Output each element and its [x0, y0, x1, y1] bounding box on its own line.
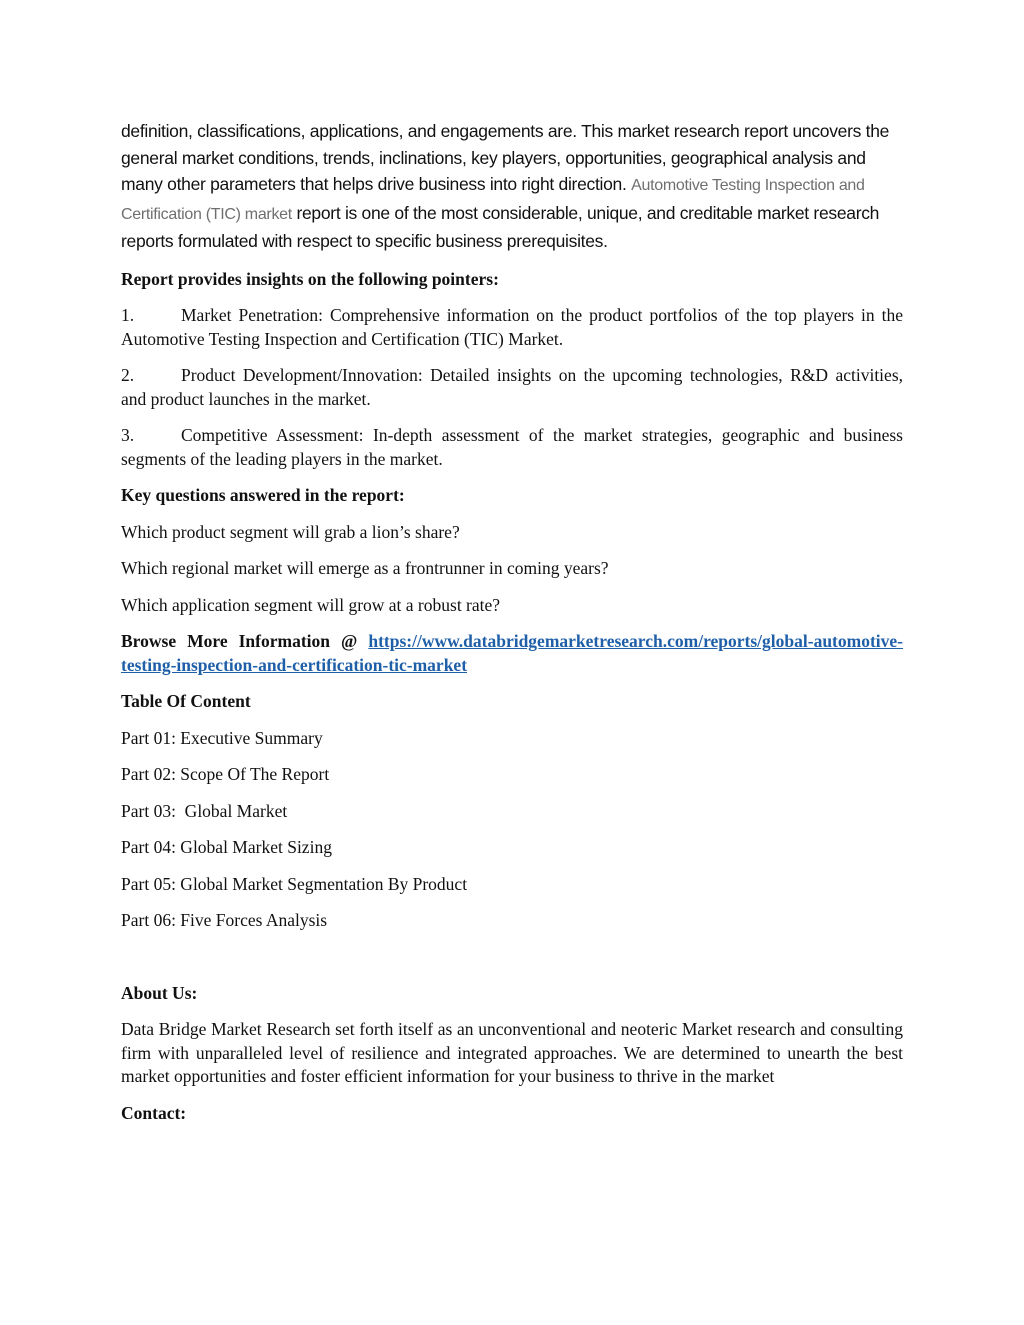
- pointers-heading: Report provides insights on the following pointers:: [121, 268, 499, 289]
- question-item: Which application segment will grow at a robust rate?: [121, 594, 501, 615]
- browse-more-paragraph: [121, 630, 903, 677]
- pointer-item-1: [121, 304, 903, 351]
- questions-heading: Key questions answered in the report:: [121, 485, 405, 505]
- question-item: Which product segment will grab a lion’s share?: [121, 521, 460, 542]
- question-item: Which regional market will emerge as a frontrunner in coming years?: [121, 558, 609, 578]
- pointer-number: 1.: [121, 305, 135, 325]
- pointer-text: Competitive Assessment: In-depth assessment of the market strategies, geographic and business segments of the leading players in the market.: [121, 425, 903, 469]
- pointer-item-3: [121, 424, 903, 471]
- toc-item: Part 03: Global Market: [121, 800, 288, 821]
- pointer-item-2: [121, 364, 903, 411]
- pointer-text: Product Development/Innovation: Detailed insights on the upcoming technologies, R&D activities, and product launches in the market.: [121, 365, 903, 409]
- browse-label: Browse More Information @: [121, 631, 369, 651]
- contact-heading: Contact:: [121, 1102, 187, 1123]
- toc-item: Part 06: Five Forces Analysis: [121, 910, 328, 930]
- report-link[interactable]: https://www.databridgemarketresearch.com/reports/global-automotive-testing-inspection-and-certification-tic-market: [121, 631, 903, 675]
- toc-item: Part 04: Global Market Sizing: [121, 837, 332, 857]
- pointer-number: 2.: [121, 365, 135, 385]
- document-page: [121, 118, 903, 1138]
- pointer-text: Market Penetration: Comprehensive information on the product portfolios of the top players in the Automotive Testing Inspection and Certification (TIC) Market.: [121, 305, 903, 349]
- pointer-number: 3.: [121, 425, 135, 445]
- intro-text-2: report is one of the most considerable, unique, and creditable market research reports formulated with respect to specific business prerequisites.: [121, 202, 880, 251]
- intro-highlight: Automotive Testing Inspection and Certification (TIC) market: [121, 177, 865, 223]
- intro-text-1: definition, classifications, applications, and engagements are. This market research report uncovers the general market conditions, trends, inclinations, key players, opportunities, geographical analysis and many other parameters that helps drive business into right direction.: [121, 121, 890, 194]
- spacer: [121, 946, 903, 982]
- toc-item: Part 02: Scope Of The Report: [121, 764, 330, 784]
- toc-item: Part 01: Executive Summary: [121, 727, 323, 748]
- intro-paragraph: [121, 118, 903, 255]
- about-text: Data Bridge Market Research set forth itself as an unconventional and neoteric Market research and consulting firm with unparalleled level of resilience and integrated approaches. We are determined to unearth the best market opportunities and foster efficient information for your business to thrive in the market: [121, 1019, 903, 1086]
- about-heading: About Us:: [121, 982, 198, 1003]
- toc-item: Part 05: Global Market Segmentation By Product: [121, 873, 468, 894]
- toc-heading: Table Of Content: [121, 691, 251, 711]
